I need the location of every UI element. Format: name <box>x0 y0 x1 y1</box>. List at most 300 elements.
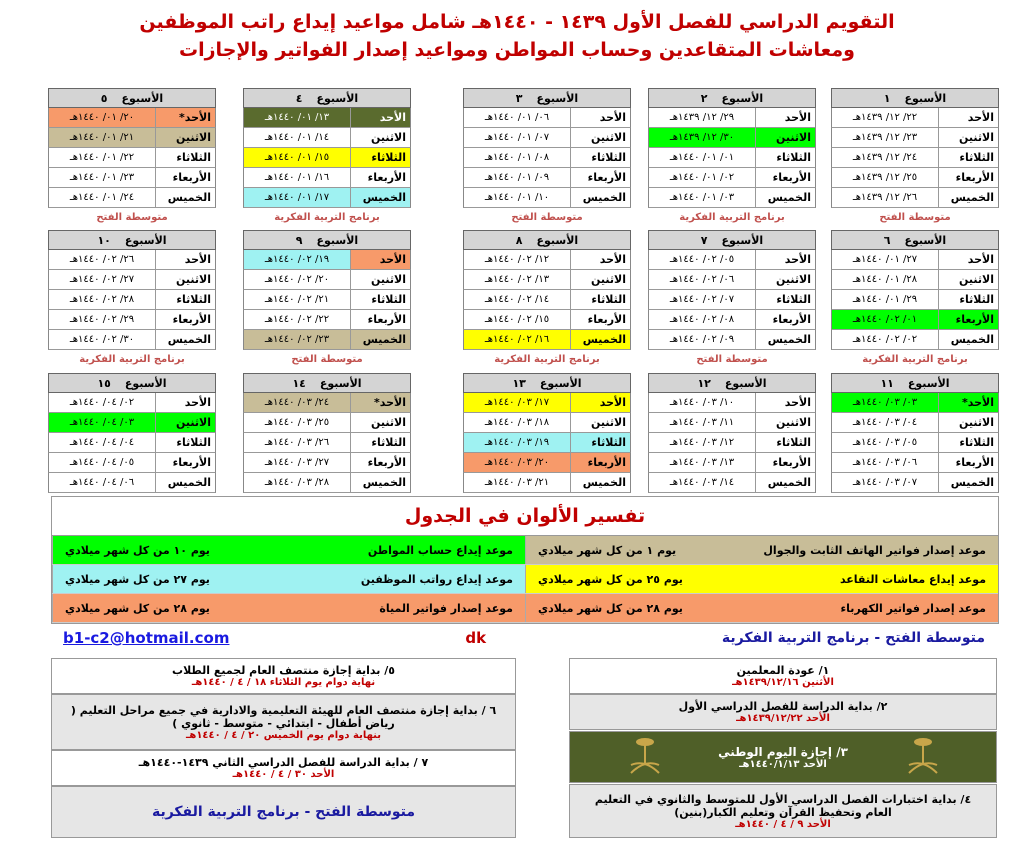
day-date: ٢٧/ ٠٣/ ١٤٤٠هـ <box>264 457 330 468</box>
week-number: ٧ <box>700 233 708 247</box>
week-table <box>463 88 631 226</box>
color-legend <box>51 496 999 624</box>
note-5-text: ٥/ بداية إجازة منتصف العام لجميع الطلاب <box>172 664 395 677</box>
day-date: ٢٩/ ١٢/ ١٤٣٩هـ <box>669 112 735 123</box>
day-row <box>48 393 216 413</box>
day-row <box>831 473 999 493</box>
day-row <box>48 290 216 310</box>
day-date: ٢٦/ ٠٣/ ١٤٤٠هـ <box>264 437 330 448</box>
day-name: الاثنين <box>938 270 998 289</box>
day-date: ١٦/ ٠٢/ ١٤٤٠هـ <box>464 330 570 349</box>
day-date: ٠٥/ ٠٢/ ١٤٤٠هـ <box>669 254 735 265</box>
legend-when: يوم ١٠ من كل شهر ميلادي <box>65 543 210 557</box>
day-date: ٠٦/ ٠١/ ١٤٤٠هـ <box>484 112 550 123</box>
legend-entry <box>525 565 998 593</box>
legend-when: يوم ٢٧ من كل شهر ميلادي <box>65 572 210 586</box>
day-name: الاثنين <box>350 413 410 432</box>
week-header <box>831 88 999 108</box>
day-row <box>463 188 631 208</box>
day-date: ١٠/ ٠١/ ١٤٤٠هـ <box>484 192 550 203</box>
day-date: ٠٨/ ٠٢/ ١٤٤٠هـ <box>669 314 735 325</box>
day-row <box>463 473 631 493</box>
week-label: الأسبوع <box>904 91 947 105</box>
day-name: الأربعاء <box>938 310 998 329</box>
day-date: ٢٤/ ١٢/ ١٤٣٩هـ <box>852 152 918 163</box>
day-row <box>48 310 216 330</box>
week-number: ١٤ <box>292 376 306 390</box>
day-row <box>463 270 631 290</box>
day-name: الخميس <box>755 188 815 207</box>
day-date: ٢٨/ ٠١/ ١٤٤٠هـ <box>852 274 918 285</box>
day-name: الثلاثاء <box>350 290 410 309</box>
day-date: ٢٥/ ١٢/ ١٤٣٩هـ <box>852 172 918 183</box>
day-row <box>831 270 999 290</box>
week-label: الأسبوع <box>316 233 359 247</box>
day-row <box>243 453 411 473</box>
note-6 <box>51 694 516 750</box>
day-date: ٠٢/ ٠١/ ١٤٤٠هـ <box>669 172 735 183</box>
legend-row <box>52 536 998 565</box>
day-row <box>243 473 411 493</box>
week-label: الأسبوع <box>536 233 579 247</box>
week-header <box>243 230 411 250</box>
day-date: ٠٥/ ٠٤/ ١٤٤٠هـ <box>69 457 135 468</box>
day-row <box>831 108 999 128</box>
day-row <box>48 413 216 433</box>
day-row <box>648 188 816 208</box>
week-number: ٨ <box>515 233 523 247</box>
day-date: ٢٧/ ٠١/ ١٤٤٠هـ <box>852 254 918 265</box>
day-date: ٢١/ ٠٣/ ١٤٤٠هـ <box>484 477 550 488</box>
day-date: ١٩/ ٠٣/ ١٤٤٠هـ <box>464 433 570 452</box>
day-date: ٠٧/ ٠٢/ ١٤٤٠هـ <box>669 294 735 305</box>
day-date: ١٤/ ٠٣/ ١٤٤٠هـ <box>669 477 735 488</box>
palm-swords-emblem-icon <box>627 735 663 779</box>
day-date: ٢٣/ ٠١/ ١٤٤٠هـ <box>69 172 135 183</box>
day-date: ٢٠/ ٠٣/ ١٤٤٠هـ <box>464 453 570 472</box>
day-name: الأربعاء <box>155 310 215 329</box>
day-row <box>463 168 631 188</box>
day-date: ٢٤/ ٠١/ ١٤٤٠هـ <box>69 192 135 203</box>
day-name: الخميس <box>938 473 998 492</box>
day-row <box>648 413 816 433</box>
day-name: الاثنين <box>755 413 815 432</box>
week-number: ٢ <box>700 91 708 105</box>
day-date: ٢٠/ ٠٢/ ١٤٤٠هـ <box>264 274 330 285</box>
day-name: الاثنين <box>570 128 630 147</box>
legend-label: موعد إصدار فواتير المياة <box>379 601 513 615</box>
note-4-date: الأحد ٩ / ٤ / ١٤٤٠هـ <box>735 818 831 830</box>
week-header <box>648 373 816 393</box>
week-header <box>243 88 411 108</box>
day-row <box>48 148 216 168</box>
note-1-date: الأثنين ١٤٣٩/١٢/١٦هـ <box>732 677 834 688</box>
day-name: الخميس <box>570 188 630 207</box>
day-row <box>831 310 999 330</box>
day-date: ١٧/ ٠٣/ ١٤٤٠هـ <box>464 393 570 412</box>
day-row <box>243 290 411 310</box>
day-name: الثلاثاء <box>155 290 215 309</box>
day-name: الأربعاء <box>755 310 815 329</box>
day-name: الأربعاء <box>350 453 410 472</box>
day-row <box>831 413 999 433</box>
note-2 <box>569 694 997 730</box>
day-name: الأحد* <box>938 393 998 412</box>
day-name: الخميس <box>155 330 215 349</box>
week-footer: متوسطة الفتح <box>291 353 363 365</box>
day-date: ٢٤/ ٠٣/ ١٤٤٠هـ <box>244 393 350 412</box>
day-row <box>463 433 631 453</box>
day-date: ١٤/ ٠٢/ ١٤٤٠هـ <box>484 294 550 305</box>
legend-when: يوم ٢٥ من كل شهر ميلادي <box>538 572 683 586</box>
day-name: الخميس <box>938 188 998 207</box>
day-row <box>648 290 816 310</box>
week-footer: برنامج التربية الفكرية <box>862 353 968 365</box>
week-label: الأسبوع <box>721 233 764 247</box>
day-name: الثلاثاء <box>570 290 630 309</box>
legend-entry <box>525 536 998 564</box>
day-name: الخميس <box>350 188 410 207</box>
week-table <box>831 230 999 368</box>
day-name: الثلاثاء <box>155 433 215 452</box>
day-name: الثلاثاء <box>938 290 998 309</box>
day-row <box>243 413 411 433</box>
day-row <box>648 473 816 493</box>
week-header <box>648 88 816 108</box>
day-name: الثلاثاء <box>155 148 215 167</box>
day-name: الاثنين <box>938 128 998 147</box>
school-name: متوسطة الفتح - برنامج التربية الفكرية <box>721 630 985 646</box>
week-footer: برنامج التربية الفكرية <box>274 211 380 223</box>
legend-entry <box>525 594 998 622</box>
day-name: الأحد <box>155 250 215 269</box>
day-row <box>648 393 816 413</box>
legend-label: موعد إيداع معاشات التقاعد <box>839 572 986 586</box>
day-date: ١٠/ ٠٣/ ١٤٤٠هـ <box>669 397 735 408</box>
day-row <box>648 168 816 188</box>
week-footer: متوسطة الفتح <box>879 211 951 223</box>
day-name: الاثنين <box>155 413 215 432</box>
day-name: الثلاثاء <box>938 433 998 452</box>
week-footer: برنامج التربية الفكرية <box>79 353 185 365</box>
week-number: ٥ <box>100 91 108 105</box>
week-table <box>463 230 631 368</box>
week-number: ٩ <box>295 233 303 247</box>
day-row <box>243 108 411 128</box>
legend-label: موعد إصدار فواتير الهاتف الثابت والجوال <box>763 543 986 557</box>
day-name: الأربعاء <box>938 168 998 187</box>
day-name: الثلاثاء <box>755 148 815 167</box>
day-row <box>48 168 216 188</box>
week-number: ٤ <box>295 91 303 105</box>
day-row <box>648 250 816 270</box>
week-header <box>463 88 631 108</box>
day-name: الاثنين <box>350 128 410 147</box>
week-table <box>48 230 216 368</box>
week-footer: برنامج التربية الفكرية <box>494 353 600 365</box>
day-name: الخميس <box>755 330 815 349</box>
legend-when: يوم ١ من كل شهر ميلادي <box>538 543 677 557</box>
day-row <box>831 188 999 208</box>
week-table <box>463 373 631 493</box>
week-number: ١٣ <box>512 376 526 390</box>
week-number: ١ <box>883 91 891 105</box>
day-date: ٢٣/ ١٢/ ١٤٣٩هـ <box>852 132 918 143</box>
week-label: الأسبوع <box>121 91 164 105</box>
day-date: ٠٤/ ٠٣/ ١٤٤٠هـ <box>852 417 918 428</box>
week-label: الأسبوع <box>539 376 582 390</box>
day-date: ١١/ ٠٣/ ١٤٤٠هـ <box>669 417 735 428</box>
day-date: ٢٦/ ٠٢/ ١٤٤٠هـ <box>69 254 135 265</box>
day-row <box>463 453 631 473</box>
day-row <box>48 128 216 148</box>
day-name: الاثنين <box>755 270 815 289</box>
week-table <box>48 373 216 493</box>
day-date: ٢٨/ ٠٢/ ١٤٤٠هـ <box>69 294 135 305</box>
legend-when: يوم ٢٨ من كل شهر ميلادي <box>65 601 210 615</box>
week-number: ٦ <box>883 233 891 247</box>
note-1-text: ١/ عودة المعلمين <box>736 664 830 677</box>
day-name: الثلاثاء <box>570 148 630 167</box>
day-name: الخميس <box>155 188 215 207</box>
day-date: ٠١/ ٠١/ ١٤٤٠هـ <box>669 152 735 163</box>
day-name: الأربعاء <box>755 168 815 187</box>
day-name: الأربعاء <box>155 168 215 187</box>
day-date: ٠٧/ ٠١/ ١٤٤٠هـ <box>484 132 550 143</box>
day-date: ١٥/ ٠١/ ١٤٤٠هـ <box>244 148 350 167</box>
day-row <box>48 108 216 128</box>
day-date: ٢٦/ ١٢/ ١٤٣٩هـ <box>852 192 918 203</box>
week-label: الأسبوع <box>904 233 947 247</box>
day-name: الأربعاء <box>570 168 630 187</box>
day-date: ٠٦/ ٠٤/ ١٤٤٠هـ <box>69 477 135 488</box>
day-row <box>648 270 816 290</box>
legend-when: يوم ٢٨ من كل شهر ميلادي <box>538 601 683 615</box>
day-name: الثلاثاء <box>938 148 998 167</box>
school-name-box: متوسطة الفتح - برنامج التربية الفكرية <box>51 786 516 838</box>
day-row <box>48 270 216 290</box>
day-row <box>243 168 411 188</box>
day-name: الأحد <box>938 250 998 269</box>
day-date: ٠٦/ ٠٢/ ١٤٤٠هـ <box>669 274 735 285</box>
note-4-text: ٤/ بداية اختبارات الفصل الدراسي الأول للمتوسط والثانوي في التعليم العام وتحفيظ القرآن وتعليم الكبار(بنين) <box>594 792 972 819</box>
note-6-text: ٦ / بداية إجازة منتصف العام للهيئة التعليمية والادارية في جميع مراحل التعليم ( رياض أطفال - ابتدائي - متوسط - ثانوي ) <box>70 703 497 730</box>
day-date: ٠٣/ ٠٤/ ١٤٤٠هـ <box>49 413 155 432</box>
day-row <box>648 148 816 168</box>
legend-title: تفسير الألوان في الجدول <box>52 497 998 536</box>
day-name: الأحد <box>570 108 630 127</box>
week-header <box>463 373 631 393</box>
day-date: ١٥/ ٠٢/ ١٤٤٠هـ <box>484 314 550 325</box>
day-row <box>243 148 411 168</box>
week-table <box>831 88 999 226</box>
day-date: ٠٤/ ٠٤/ ١٤٤٠هـ <box>69 437 135 448</box>
email-link[interactable]: b1-c2@hotmail.com <box>63 629 230 647</box>
week-table <box>648 230 816 368</box>
day-row <box>463 128 631 148</box>
week-footer: متوسطة الفتح <box>511 211 583 223</box>
day-row <box>463 108 631 128</box>
note-6-date: بنهاية دوام يوم الخميس ٢٠ / ٤ / ١٤٤٠هـ <box>185 729 382 741</box>
week-header <box>648 230 816 250</box>
week-number: ١٠ <box>97 233 111 247</box>
day-row <box>831 433 999 453</box>
day-date: ١٣/ ٠١/ ١٤٤٠هـ <box>244 108 350 127</box>
day-name: الخميس <box>570 473 630 492</box>
day-row <box>648 128 816 148</box>
week-header <box>48 373 216 393</box>
note-2-date: الأحد ١٤٣٩/١٢/٢٢هـ <box>736 713 830 724</box>
day-row <box>831 250 999 270</box>
legend-entry <box>52 594 525 622</box>
note-5-date: نهاية دوام يوم الثلاثاء ١٨ / ٤ / ١٤٤٠هـ <box>191 677 376 688</box>
day-row <box>48 188 216 208</box>
day-name: الأحد <box>570 393 630 412</box>
day-date: ٢٥/ ٠٣/ ١٤٤٠هـ <box>264 417 330 428</box>
week-label: الأسبوع <box>124 233 167 247</box>
week-header <box>243 373 411 393</box>
day-row <box>243 188 411 208</box>
day-row <box>648 453 816 473</box>
day-row <box>463 148 631 168</box>
note-2-text: ٢/ بداية الدراسة للفصل الدراسي الأول <box>678 700 888 713</box>
note-4 <box>569 784 997 838</box>
day-row <box>831 168 999 188</box>
legend-entry <box>52 565 525 593</box>
day-row <box>831 128 999 148</box>
day-date: ٠٣/ ٠٣/ ١٤٤٠هـ <box>832 393 938 412</box>
day-date: ٠٣/ ٠١/ ١٤٤٠هـ <box>669 192 735 203</box>
day-name: الأحد <box>755 108 815 127</box>
day-date: ٢٧/ ٠٢/ ١٤٤٠هـ <box>69 274 135 285</box>
day-name: الأحد <box>755 393 815 412</box>
note-3-text: ٣/ إجازة اليوم الوطني <box>718 744 848 759</box>
day-name: الأربعاء <box>938 453 998 472</box>
week-label: الأسبوع <box>724 376 767 390</box>
week-table <box>48 88 216 226</box>
day-name: الاثنين <box>570 270 630 289</box>
day-date: ١٣/ ٠٣/ ١٤٤٠هـ <box>669 457 735 468</box>
day-date: ٠١/ ٠٢/ ١٤٤٠هـ <box>832 310 938 329</box>
week-label: الأسبوع <box>907 376 950 390</box>
day-row <box>243 393 411 413</box>
day-date: ١٢/ ٠٢/ ١٤٤٠هـ <box>484 254 550 265</box>
day-date: ٠٧/ ٠٣/ ١٤٤٠هـ <box>852 477 918 488</box>
page-title-line2: ومعاشات المتقاعدين وحساب المواطن ومواعيد إصدار الفواتير والإجازات <box>179 39 855 61</box>
note-7 <box>51 750 516 786</box>
day-row <box>463 310 631 330</box>
day-row <box>831 393 999 413</box>
day-row <box>243 270 411 290</box>
day-name: الأربعاء <box>155 453 215 472</box>
week-label: الأسبوع <box>124 376 167 390</box>
day-date: ٢٠/ ٠١/ ١٤٤٠هـ <box>49 108 155 127</box>
day-row <box>463 250 631 270</box>
day-name: الاثنين <box>755 128 815 147</box>
note-3-date: الأحد ١٤٤٠/١/١٣هـ <box>739 758 827 770</box>
day-row <box>648 433 816 453</box>
note-7-date: الأحد ٣٠ / ٤ / ١٤٤٠هـ <box>232 769 335 780</box>
week-table <box>648 373 816 493</box>
day-date: ١٧/ ٠١/ ١٤٤٠هـ <box>244 188 350 207</box>
day-date: ٠٥/ ٠٣/ ١٤٤٠هـ <box>852 437 918 448</box>
day-row <box>48 330 216 350</box>
day-row <box>48 473 216 493</box>
week-table <box>243 88 411 226</box>
day-row <box>831 453 999 473</box>
day-row <box>243 310 411 330</box>
day-date: ٢١/ ٠١/ ١٤٤٠هـ <box>49 128 155 147</box>
day-date: ١٢/ ٠٣/ ١٤٤٠هـ <box>669 437 735 448</box>
day-row <box>243 433 411 453</box>
week-footer: متوسطة الفتح <box>696 353 768 365</box>
day-date: ٢٢/ ٠٢/ ١٤٤٠هـ <box>264 314 330 325</box>
day-name: الثلاثاء <box>570 433 630 452</box>
note-1 <box>569 658 997 694</box>
day-row <box>463 290 631 310</box>
day-name: الخميس <box>155 473 215 492</box>
day-date: ٢١/ ٠٢/ ١٤٤٠هـ <box>264 294 330 305</box>
week-number: ١٢ <box>697 376 711 390</box>
day-name: الثلاثاء <box>350 148 410 167</box>
day-name: الأحد <box>155 393 215 412</box>
day-date: ٢٩/ ٠١/ ١٤٤٠هـ <box>852 294 918 305</box>
day-date: ٣٠/ ٠٢/ ١٤٤٠هـ <box>69 334 135 345</box>
week-header <box>831 230 999 250</box>
day-date: ٠٢/ ٠٤/ ١٤٤٠هـ <box>69 397 135 408</box>
day-date: ١٣/ ٠٢/ ١٤٤٠هـ <box>484 274 550 285</box>
day-row <box>463 413 631 433</box>
day-name: الأربعاء <box>570 453 630 472</box>
day-name: الأحد <box>350 108 410 127</box>
day-row <box>831 290 999 310</box>
week-header <box>48 88 216 108</box>
day-row <box>648 330 816 350</box>
day-name: الأحد* <box>350 393 410 412</box>
day-date: ٢٢/ ٠١/ ١٤٤٠هـ <box>69 152 135 163</box>
day-date: ١٦/ ٠١/ ١٤٤٠هـ <box>264 172 330 183</box>
week-table <box>243 373 411 493</box>
day-row <box>243 330 411 350</box>
week-table <box>648 88 816 226</box>
day-name: الخميس <box>570 330 630 349</box>
day-name: الخميس <box>350 473 410 492</box>
week-label: الأسبوع <box>721 91 764 105</box>
day-name: الخميس <box>350 330 410 349</box>
day-name: الأربعاء <box>570 310 630 329</box>
palm-swords-emblem-icon <box>905 735 941 779</box>
day-row <box>463 330 631 350</box>
week-number: ١٥ <box>97 376 111 390</box>
day-name: الخميس <box>938 330 998 349</box>
day-row <box>48 250 216 270</box>
week-header <box>831 373 999 393</box>
info-bar <box>51 620 997 656</box>
week-table <box>243 230 411 368</box>
day-name: الثلاثاء <box>755 433 815 452</box>
day-date: ٢٣/ ٠٢/ ١٤٤٠هـ <box>244 330 350 349</box>
legend-label: موعد إصدار فواتير الكهرباء <box>840 601 986 615</box>
note-5 <box>51 658 516 694</box>
legend-entry <box>52 536 525 564</box>
day-name: الاثنين <box>350 270 410 289</box>
legend-label: موعد إيداع رواتب الموظفين <box>360 572 513 586</box>
day-date: ١٨/ ٠٣/ ١٤٤٠هـ <box>484 417 550 428</box>
day-row <box>48 433 216 453</box>
day-date: ٠٨/ ٠١/ ١٤٤٠هـ <box>484 152 550 163</box>
day-date: ٢٢/ ١٢/ ١٤٣٩هـ <box>852 112 918 123</box>
day-date: ٣٠/ ١٢/ ١٤٣٩هـ <box>649 128 755 147</box>
